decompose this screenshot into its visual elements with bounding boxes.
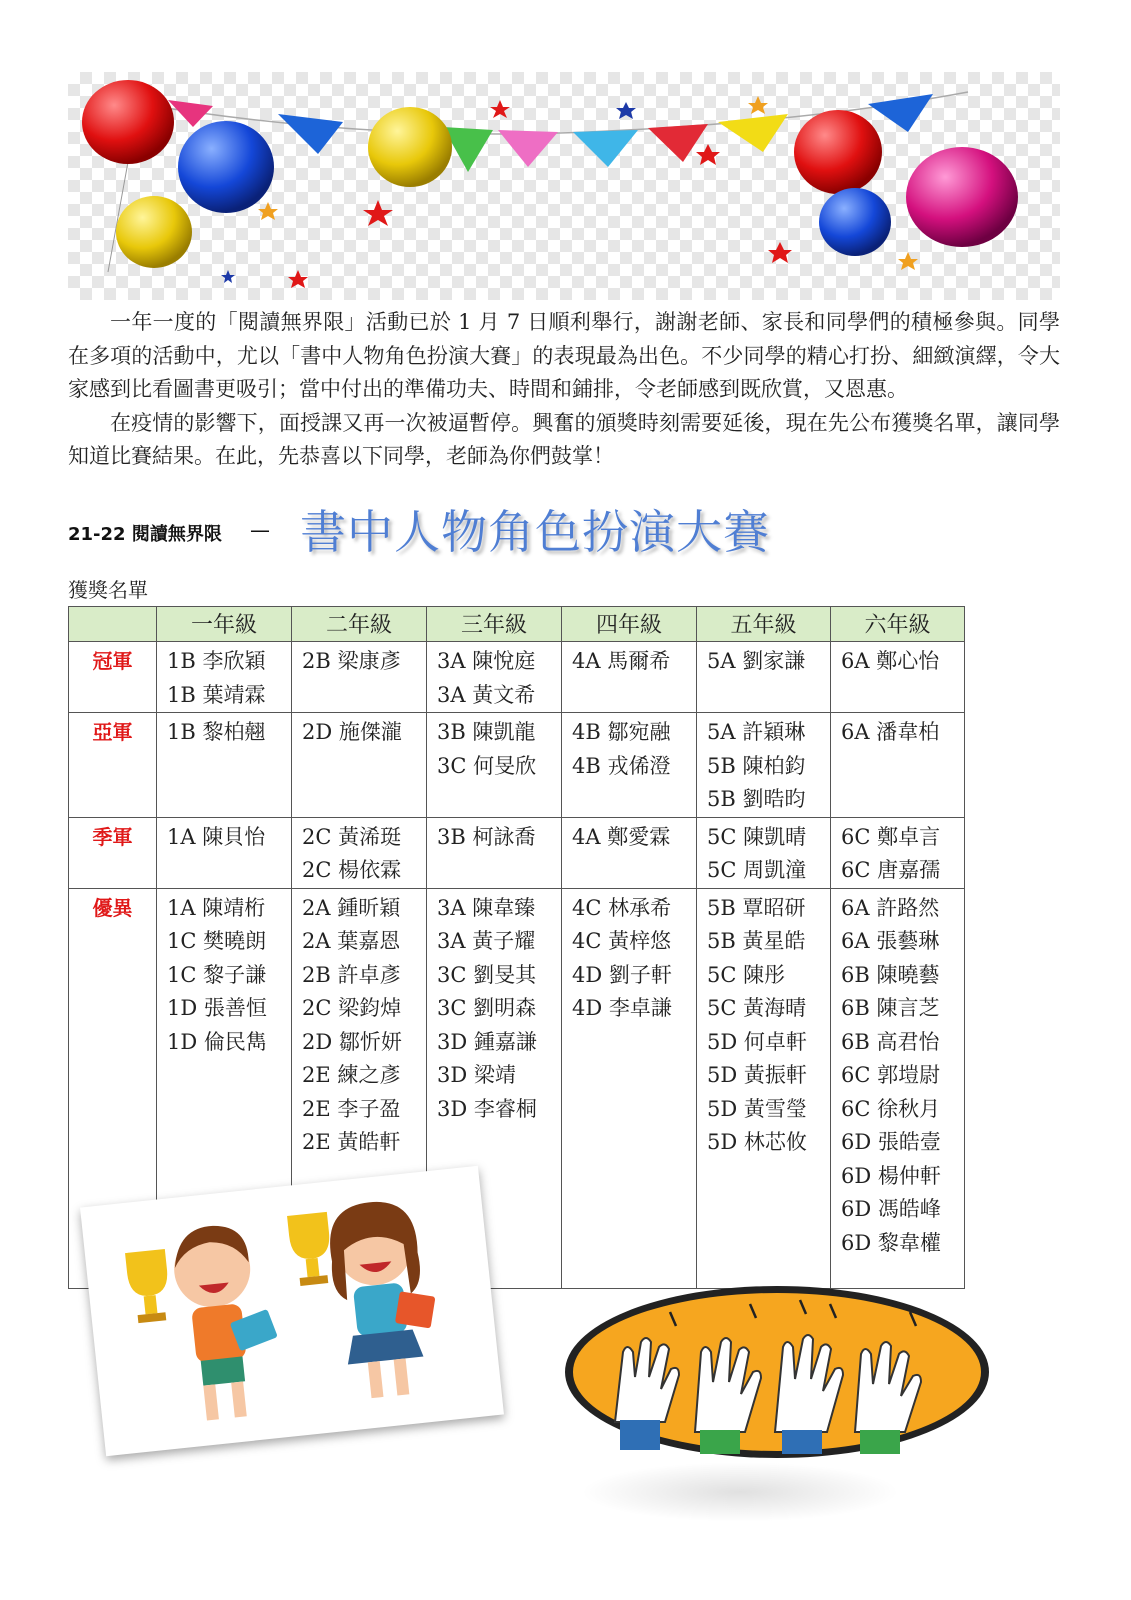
student-name: 6A 鄭心怡 [841, 649, 940, 673]
student-name: 6D 張皓壹 [841, 1130, 941, 1154]
student-name: 1B 李欣穎 [167, 649, 266, 673]
rank-cell: 季軍 [69, 817, 157, 888]
student-name: 2A 鍾昕穎 [302, 895, 401, 920]
student-name: 1B 黎柏翹 [167, 720, 266, 744]
header-cell-grade-5: 五年級 [697, 607, 831, 642]
student-name: 5D 何卓軒 [707, 1029, 807, 1054]
student-name: 1D 張善恒 [167, 996, 267, 1020]
student-name: 1A 陳貝怡 [167, 824, 266, 849]
student-name: 6D 楊仲軒 [841, 1163, 941, 1188]
clapping-hands-icon [560, 1282, 994, 1462]
student-name: 5D 黃振軒 [707, 1063, 807, 1087]
student-name: 4C 黃梓悠 [572, 929, 672, 953]
intro-paragraph-1: 一年一度的「閱讀無界限」活動已於 1 月 7 日順利舉行，謝謝老師、家長和同學們的積極參與。同學在多項的活動中，尤以「書中人物角色扮演大賽」的表現最為出色。不少同學的精心打扮、細緻演繹，令大家感到比看圖書更吸引；當中付出的準備功夫、時間和鋪排，令老師感到既欣賞，又恩惠。 [68, 310, 1060, 401]
student-name: 3D 鍾嘉謙 [437, 1029, 537, 1054]
clapping-sticker [560, 1282, 994, 1462]
student-name: 5A 劉家謙 [707, 649, 806, 673]
header-cell-grade-6: 六年級 [831, 607, 965, 642]
award-table-body [69, 642, 965, 1289]
page-title: 書中人物角色扮演大賽 [300, 505, 770, 559]
student-name: 4A 馬爾希 [572, 649, 671, 673]
grade-3-cell [427, 817, 562, 888]
grade-3-cell [427, 642, 562, 713]
student-name: 6A 潘韋柏 [841, 720, 940, 744]
heading-label: 21-22 閱讀無界限 [68, 524, 222, 545]
header-cell-grade-1: 一年級 [157, 607, 292, 642]
student-name: 2A 葉嘉恩 [302, 929, 401, 953]
student-name: 5C 陳凱晴 [707, 824, 807, 849]
student-name: 4C 林承希 [572, 895, 672, 920]
award-list-label: 獲獎名單 [68, 578, 148, 602]
student-name: 6B 陳曉藝 [841, 962, 940, 987]
grade-6-cell [831, 888, 965, 1288]
grade-4-cell [562, 642, 697, 713]
grade-2-cell [292, 713, 427, 818]
student-name: 5B 覃昭研 [707, 895, 806, 920]
floor-shadow [580, 1462, 900, 1522]
student-name: 6B 高君怡 [841, 1029, 940, 1054]
heading-dash: — [250, 518, 270, 542]
student-name: 1D 倫民雋 [167, 1029, 267, 1054]
student-name: 6C 鄭卓言 [841, 824, 941, 849]
student-name: 5A 許穎琳 [707, 720, 806, 744]
student-name: 6C 郭塏尉 [841, 1063, 941, 1087]
student-name: 2D 鄒忻妍 [302, 1029, 402, 1054]
balloons-banner [68, 72, 1060, 300]
student-name: 3A 陳韋臻 [437, 895, 536, 920]
student-name: 4D 李卓謙 [572, 996, 672, 1020]
student-name: 6D 黎韋權 [841, 1230, 941, 1255]
intro-paragraph-2: 在疫情的影響下，面授課又再一次被逼暫停。興奮的頒獎時刻需要延後，現在先公布獲獎名單，讓同學知道比賽結果。在此，先恭喜以下同學，老師為你們鼓掌！ [68, 410, 1060, 468]
kids-with-trophies-icon [80, 1166, 504, 1456]
student-name: 2C 梁鈞焯 [302, 996, 402, 1020]
header-cell-grade-2: 二年級 [292, 607, 427, 642]
student-name: 3B 陳凱龍 [437, 720, 536, 744]
student-name: 3B 柯詠喬 [437, 824, 536, 849]
student-name: 4A 鄭愛霖 [572, 824, 671, 849]
grade-4-cell [562, 888, 697, 1288]
grade-1-cell [157, 642, 292, 713]
student-name: 5B 劉晧昀 [707, 787, 806, 811]
table-row [69, 642, 965, 713]
student-name: 3D 梁靖 [437, 1063, 516, 1087]
grade-2-cell [292, 642, 427, 713]
student-name: 3A 黃子耀 [437, 929, 536, 953]
student-name: 4B 戎俙澄 [572, 753, 671, 778]
rank-cell: 亞軍 [69, 713, 157, 818]
header-cell-blank [69, 607, 157, 642]
balloons-and-bunting-icon [68, 72, 1060, 300]
student-name: 6C 唐嘉孺 [841, 858, 941, 882]
kids-sticker [80, 1166, 504, 1456]
student-name: 1A 陳靖桁 [167, 895, 266, 920]
table-row [69, 817, 965, 888]
student-name: 6C 徐秋月 [841, 1096, 941, 1121]
student-name: 3C 劉旻其 [437, 962, 537, 987]
rank-cell: 冠軍 [69, 642, 157, 713]
student-name: 5C 周凱潼 [707, 858, 807, 882]
table-header-row [69, 607, 965, 642]
student-name: 5D 林芯攸 [707, 1130, 807, 1154]
student-name: 2E 練之彥 [302, 1063, 401, 1087]
grade-6-cell [831, 713, 965, 818]
student-name: 5C 黃海晴 [707, 996, 807, 1020]
student-name: 3D 李睿桐 [437, 1096, 537, 1121]
table-row [69, 713, 965, 818]
grade-3-cell [427, 713, 562, 818]
grade-1-cell [157, 817, 292, 888]
student-name: 1C 黎子謙 [167, 962, 267, 987]
header-cell-grade-4: 四年級 [562, 607, 697, 642]
student-name: 3C 何旻欣 [437, 753, 537, 778]
student-name: 6A 張藝琳 [841, 929, 940, 953]
student-name: 3C 劉明森 [437, 996, 537, 1020]
intro-text [68, 306, 1060, 474]
student-name: 2E 黃皓軒 [302, 1130, 401, 1154]
rank-cell: 優異 [69, 888, 157, 1288]
student-name: 2B 梁康彥 [302, 649, 401, 673]
grade-5-cell [697, 888, 831, 1288]
student-name: 6A 許路然 [841, 895, 940, 920]
grade-5-cell [697, 642, 831, 713]
grade-4-cell [562, 713, 697, 818]
student-name: 5B 陳柏鈞 [707, 753, 806, 778]
student-name: 1B 葉靖霖 [167, 682, 266, 707]
grade-6-cell [831, 642, 965, 713]
grade-1-cell [157, 713, 292, 818]
grade-4-cell [562, 817, 697, 888]
student-name: 2E 李子盈 [302, 1096, 401, 1121]
student-name: 2C 楊依霖 [302, 858, 402, 882]
student-name: 1C 樊曉朗 [167, 929, 267, 953]
student-name: 2D 施傑瀧 [302, 720, 402, 744]
student-name: 2B 許卓彥 [302, 962, 401, 987]
student-name: 3A 黃文希 [437, 682, 536, 707]
student-name: 5C 陳彤 [707, 962, 786, 987]
student-name: 4B 鄒宛融 [572, 720, 671, 744]
grade-6-cell [831, 817, 965, 888]
section-heading [68, 502, 968, 572]
grade-5-cell [697, 713, 831, 818]
grade-5-cell [697, 817, 831, 888]
grade-2-cell [292, 817, 427, 888]
student-name: 4D 劉子軒 [572, 962, 672, 987]
student-name: 5B 黃星皓 [707, 929, 806, 953]
student-name: 5D 黃雪瑩 [707, 1096, 807, 1121]
header-cell-grade-3: 三年級 [427, 607, 562, 642]
student-name: 6D 馮皓峰 [841, 1197, 941, 1221]
student-name: 2C 黃浠珽 [302, 824, 402, 849]
award-table [68, 606, 965, 1289]
student-name: 6B 陳言芝 [841, 996, 940, 1020]
student-name: 3A 陳悅庭 [437, 649, 536, 673]
